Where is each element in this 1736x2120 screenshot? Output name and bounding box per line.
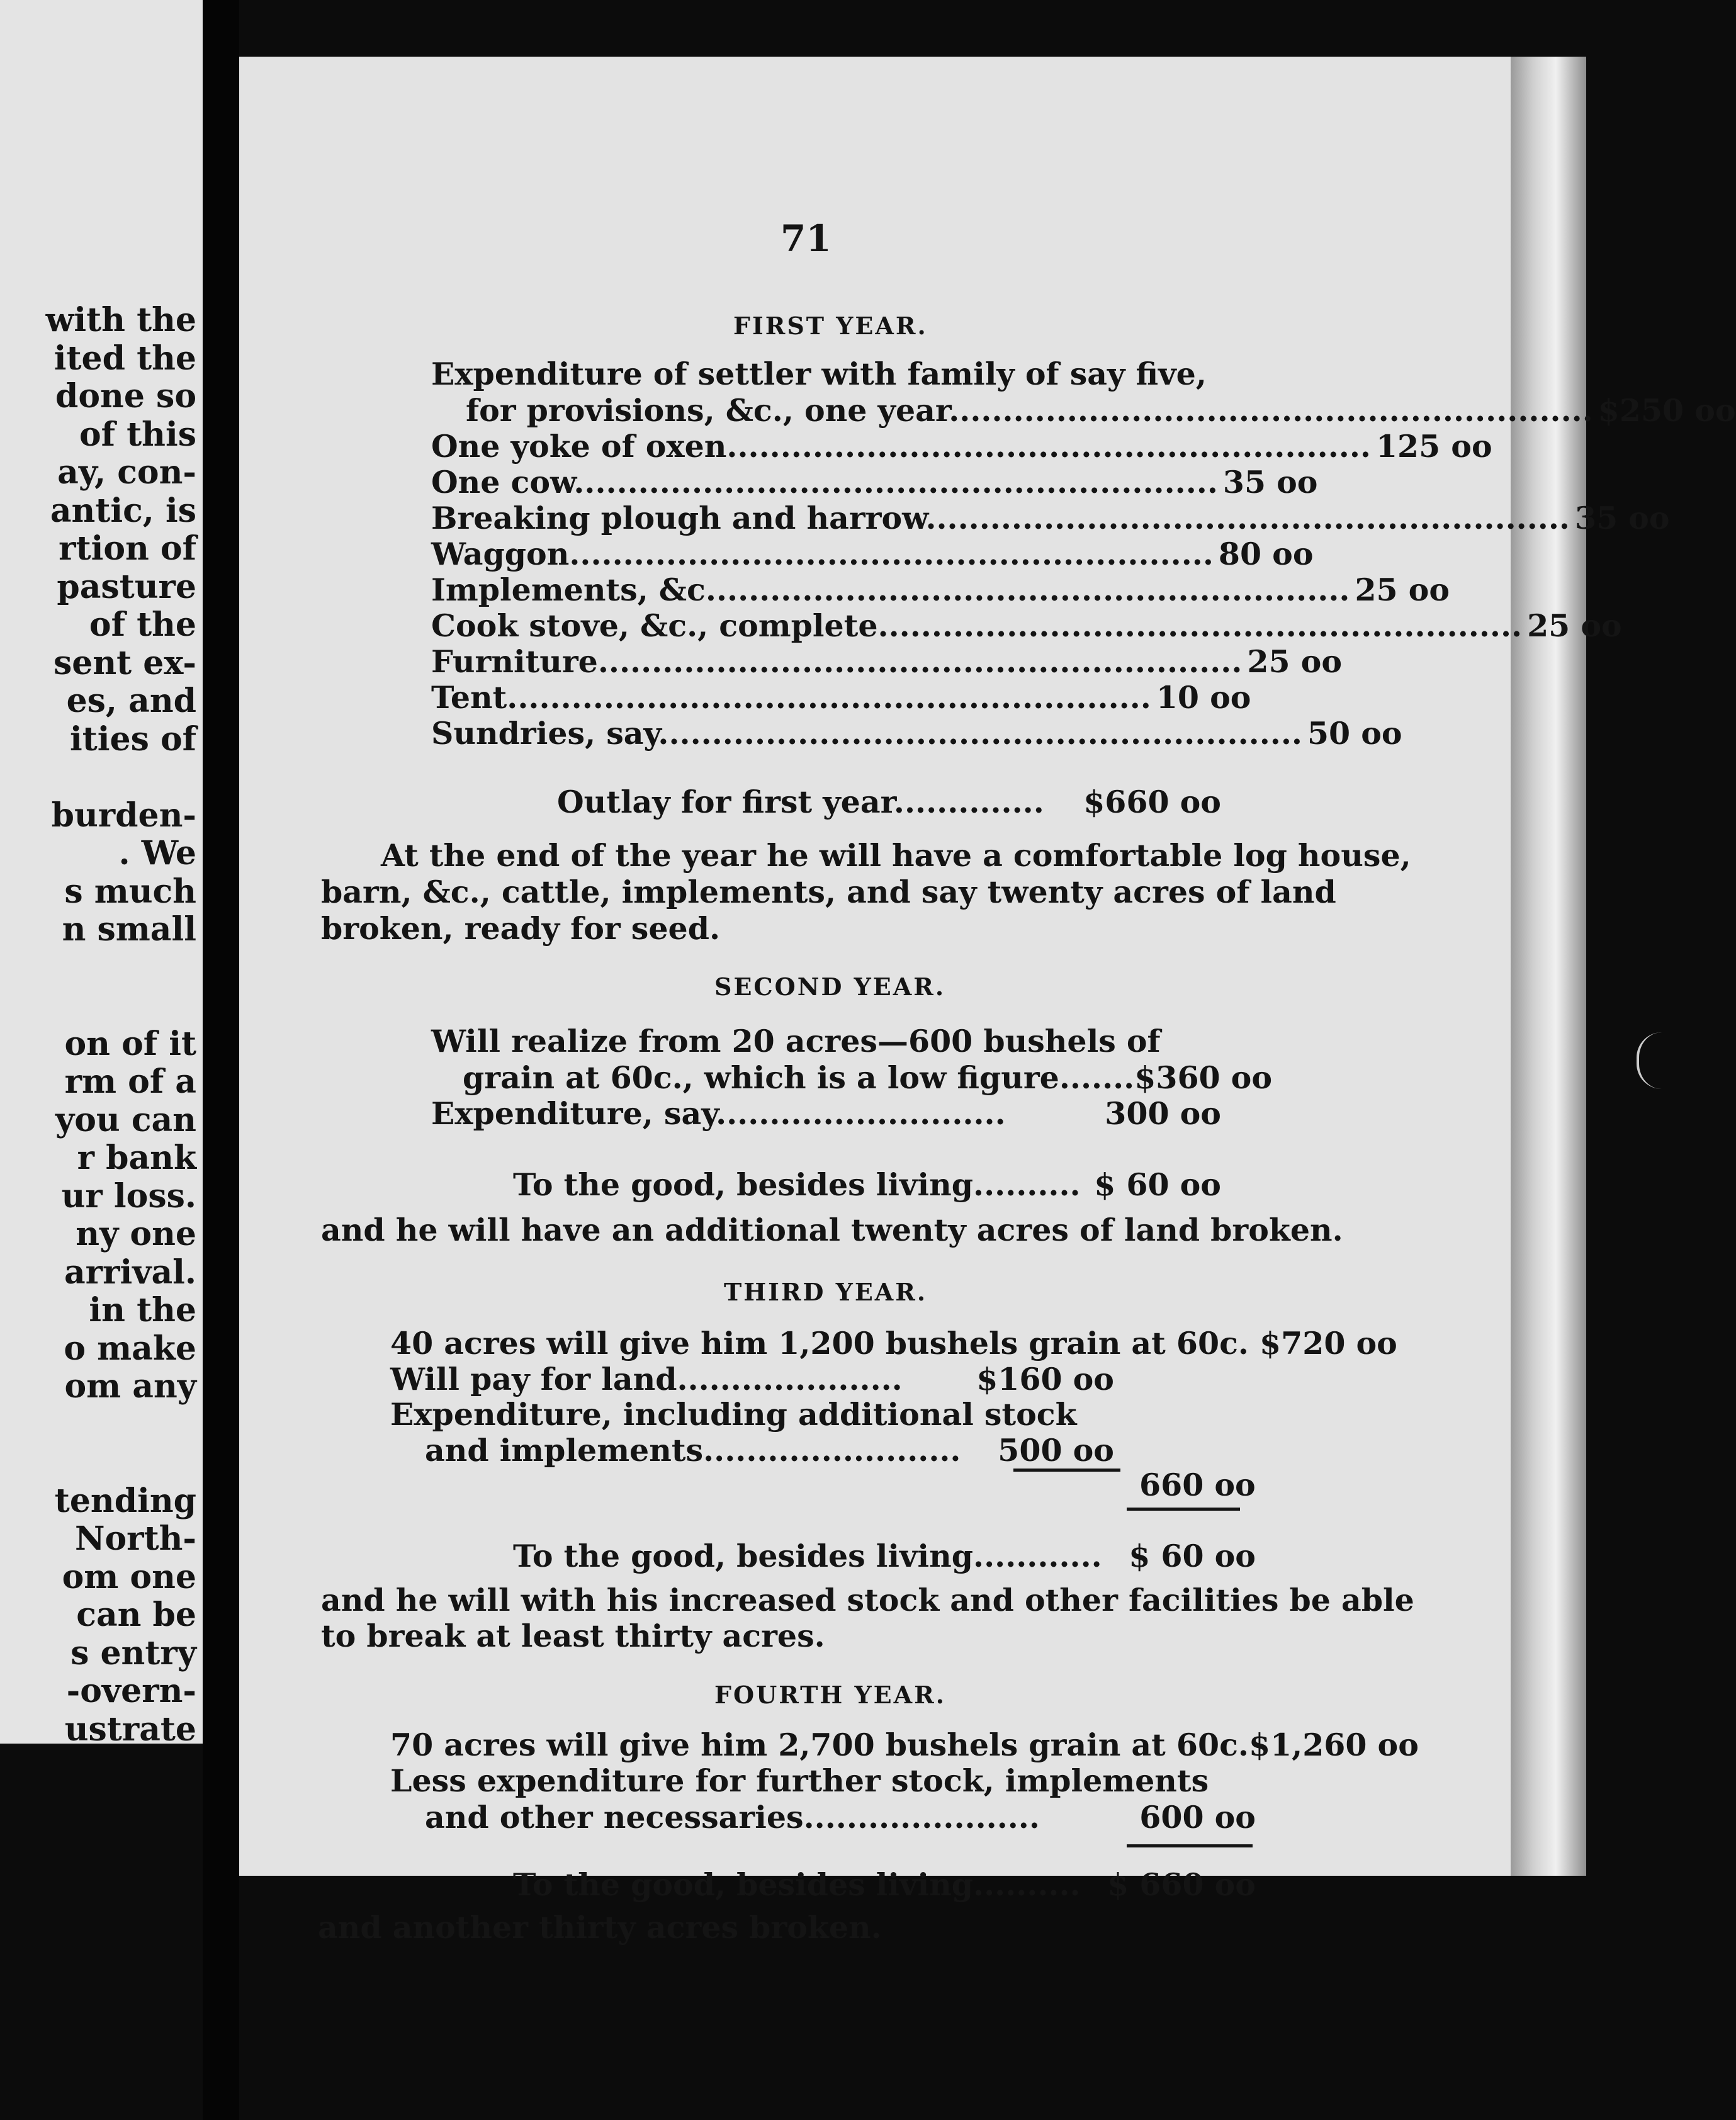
dot-leader: ............................................................ bbox=[705, 572, 1350, 608]
third-year-line-3: Expenditure, including additional stock bbox=[390, 1396, 1077, 1433]
second-year-total: To the good, besides living.......... $ 60 oo bbox=[513, 1166, 1221, 1203]
left-page-line: rtion of bbox=[59, 529, 196, 568]
left-page-line: . We bbox=[118, 834, 196, 872]
second-year-total-label: To the good, besides living bbox=[513, 1166, 974, 1203]
second-year-row-1-amount: $360 oo bbox=[1134, 1059, 1273, 1096]
third-year-line-2: Will pay for land..................... $160 oo bbox=[390, 1361, 1114, 1397]
expense-label: Furniture bbox=[431, 643, 598, 680]
left-page-line: pasture bbox=[57, 567, 196, 606]
left-page-line: o make bbox=[64, 1329, 196, 1368]
fourth-year-line-1-amount: $1,260 oo bbox=[1248, 1727, 1419, 1763]
third-year-note-2: to break at least thirty acres. bbox=[321, 1618, 825, 1654]
second-year-row-2-label: Expenditure, say bbox=[431, 1095, 716, 1132]
first-year-expense-row bbox=[431, 500, 1670, 536]
expense-label: One yoke of oxen bbox=[431, 428, 727, 465]
second-year-line-1: Will realize from 20 acres—600 bushels of bbox=[431, 1023, 1161, 1059]
dot-leader: ............................................................ bbox=[573, 464, 1218, 500]
expense-label: Tent bbox=[431, 679, 507, 716]
expense-amount: 125 oo bbox=[1375, 428, 1492, 465]
first-year-note-1: At the end of the year he will have a comfortable log house, bbox=[381, 837, 1411, 874]
third-year-subtotal: 660 oo bbox=[1139, 1467, 1256, 1503]
third-year-total-amount: $ 60 oo bbox=[1129, 1538, 1256, 1574]
expense-label: Implements, &c bbox=[431, 572, 706, 608]
expense-amount: $250 oo bbox=[1598, 392, 1736, 429]
second-year-total-amount: $ 60 oo bbox=[1094, 1166, 1221, 1203]
first-year-total bbox=[557, 784, 1221, 820]
fourth-year-line-3-amount: 600 oo bbox=[1139, 1799, 1256, 1835]
left-page-line: n small bbox=[62, 910, 196, 949]
fourth-year-line-1 bbox=[390, 1727, 1419, 1763]
first-year-expense-row bbox=[466, 392, 1736, 429]
expense-label: Waggon bbox=[431, 536, 570, 572]
expense-amount: 50 oo bbox=[1307, 715, 1402, 752]
third-year-line-4-label: and implements bbox=[425, 1432, 704, 1469]
left-page-line: burden- bbox=[51, 796, 196, 835]
left-page-line: rm of a bbox=[64, 1063, 196, 1101]
expense-amount: 80 oo bbox=[1218, 536, 1314, 572]
second-year-row-2: Expenditure, say........................... 300 oo bbox=[431, 1095, 1221, 1132]
fourth-year-line-2: Less expenditure for further stock, implements bbox=[390, 1762, 1209, 1799]
expense-label: One cow bbox=[431, 464, 574, 500]
third-year-line-2-label: Will pay for land bbox=[390, 1361, 677, 1397]
dot-leader: ............................................................ bbox=[507, 679, 1151, 716]
third-year-heading: THIRD YEAR. bbox=[724, 1278, 928, 1306]
left-page-line: done so bbox=[55, 377, 196, 415]
third-year-line-4: and implements........................ 500 oo bbox=[425, 1432, 1114, 1469]
first-year-expense-row bbox=[431, 715, 1402, 752]
second-year-heading: SECOND YEAR. bbox=[714, 973, 946, 1001]
first-year-expense-row bbox=[431, 536, 1314, 572]
fourth-year-line-3-label: and other necessaries bbox=[425, 1799, 804, 1835]
expense-label: Breaking plough and harrow bbox=[431, 500, 926, 536]
fourth-year-note: and another thirty acres broken. bbox=[318, 1909, 882, 1946]
expense-amount: 35 oo bbox=[1222, 464, 1318, 500]
third-year-subrule bbox=[1013, 1469, 1120, 1472]
fourth-year-line-3: and other necessaries...................... 600 oo bbox=[425, 1799, 1256, 1835]
left-page-line: r bank bbox=[77, 1139, 196, 1177]
left-page-line: can be bbox=[76, 1596, 196, 1634]
fourth-year-total: To the good, besides living.......... $ 660 oo bbox=[513, 1866, 1256, 1903]
expense-label: Cook stove, &c., complete bbox=[431, 607, 878, 644]
left-page-line: ur loss. bbox=[61, 1176, 196, 1215]
left-page-line: you can bbox=[55, 1100, 196, 1139]
left-page-line: ited the bbox=[54, 339, 196, 378]
dot-leader: ............................................................ bbox=[726, 428, 1371, 465]
left-page-line: in the bbox=[89, 1291, 196, 1329]
dot-leader: ............................................................ bbox=[925, 500, 1570, 536]
left-page-line: antic, is bbox=[50, 491, 196, 530]
fourth-year-heading: FOURTH YEAR. bbox=[714, 1681, 946, 1709]
left-page-line: s entry bbox=[70, 1633, 196, 1672]
dot-leader: ............................................................ bbox=[877, 607, 1523, 644]
left-page-line: sent ex- bbox=[53, 643, 196, 682]
third-year-line-1 bbox=[390, 1325, 1397, 1362]
expense-amount: 25 oo bbox=[1527, 607, 1622, 644]
left-page-line: om one bbox=[62, 1557, 196, 1596]
expense-label: for provisions, &c., one year bbox=[466, 392, 949, 429]
second-year-row-1-label: grain at 60c., which is a low figure bbox=[463, 1059, 1059, 1096]
fourth-year-total-amount: $ 660 oo bbox=[1107, 1866, 1256, 1903]
expense-label: Sundries, say bbox=[431, 715, 658, 752]
third-year-line-1-amount: $720 oo bbox=[1260, 1325, 1397, 1362]
third-year-line-1-label: 40 acres will give him 1,200 bushels grain at 60c. bbox=[390, 1325, 1249, 1362]
left-page-line: arrival. bbox=[64, 1253, 196, 1292]
first-year-expense-row bbox=[431, 428, 1492, 465]
third-year-total-rule bbox=[1127, 1508, 1240, 1511]
third-year-note-1: and he will with his increased stock and other facilities be able bbox=[321, 1582, 1414, 1618]
third-year-total-label: To the good, besides living bbox=[513, 1538, 974, 1574]
left-page-line: ay, con- bbox=[57, 453, 196, 492]
fourth-year-line-1-label: 70 acres will give him 2,700 bushels grain at 60c. bbox=[390, 1727, 1249, 1763]
second-year-row-2-amount: 300 oo bbox=[1105, 1095, 1221, 1132]
left-page-line: North- bbox=[74, 1520, 196, 1558]
dot-leader: ............................................................ bbox=[597, 643, 1243, 680]
left-page-line: of this bbox=[79, 415, 196, 454]
second-year-row-1: grain at 60c., which is a low figure....... $360 oo bbox=[463, 1059, 1273, 1096]
expense-amount: 25 oo bbox=[1355, 572, 1450, 608]
dot-leader: ............................................................ bbox=[949, 392, 1593, 429]
third-year-line-2-amount: $160 oo bbox=[976, 1361, 1114, 1397]
first-year-expense-row bbox=[431, 464, 1318, 500]
page-number: 71 bbox=[781, 217, 831, 260]
left-page-line: ny one bbox=[76, 1215, 196, 1253]
left-page-line: ustrate bbox=[64, 1710, 196, 1749]
expense-amount: 35 oo bbox=[1574, 500, 1670, 536]
second-year-note: and he will have an additional twenty acres of land broken. bbox=[321, 1212, 1343, 1248]
left-page-line: om any bbox=[64, 1367, 196, 1406]
third-year-line-4-amount: 500 oo bbox=[998, 1432, 1114, 1469]
first-year-expense-row bbox=[431, 607, 1622, 644]
left-page-line: ities of bbox=[69, 719, 196, 758]
first-year-heading: FIRST YEAR. bbox=[733, 312, 928, 340]
left-page-line: of the bbox=[89, 606, 196, 644]
third-year-total: To the good, besides living............ $ 60 oo bbox=[513, 1538, 1256, 1574]
first-year-expense-row bbox=[431, 679, 1251, 716]
first-year-note-2: barn, &c., cattle, implements, and say twenty acres of land bbox=[321, 874, 1336, 910]
first-year-expense-row bbox=[431, 643, 1343, 680]
left-page-line: es, and bbox=[66, 682, 196, 720]
left-page-line: tending bbox=[54, 1481, 196, 1520]
left-page-line: with the bbox=[45, 301, 196, 339]
fourth-year-total-rule bbox=[1127, 1844, 1253, 1847]
first-year-intro: Expenditure of settler with family of say five, bbox=[431, 356, 1207, 392]
expense-amount: 10 oo bbox=[1156, 679, 1251, 716]
expense-amount: 25 oo bbox=[1247, 643, 1343, 680]
first-year-expense-row bbox=[431, 572, 1450, 608]
dot-leader: ............................................................ bbox=[569, 536, 1214, 572]
first-year-total-label: Outlay for first year.............. bbox=[557, 784, 1044, 820]
dot-leader: ............................................................ bbox=[658, 715, 1302, 752]
fourth-year-total-label: To the good, besides living bbox=[513, 1866, 974, 1903]
first-year-note-3: broken, ready for seed. bbox=[321, 910, 721, 947]
left-page-line: s much bbox=[64, 872, 196, 911]
left-page-line: -overn- bbox=[66, 1672, 196, 1710]
left-page-line: on of it bbox=[64, 1024, 196, 1063]
first-year-total-amount: $660 oo bbox=[1083, 784, 1221, 820]
